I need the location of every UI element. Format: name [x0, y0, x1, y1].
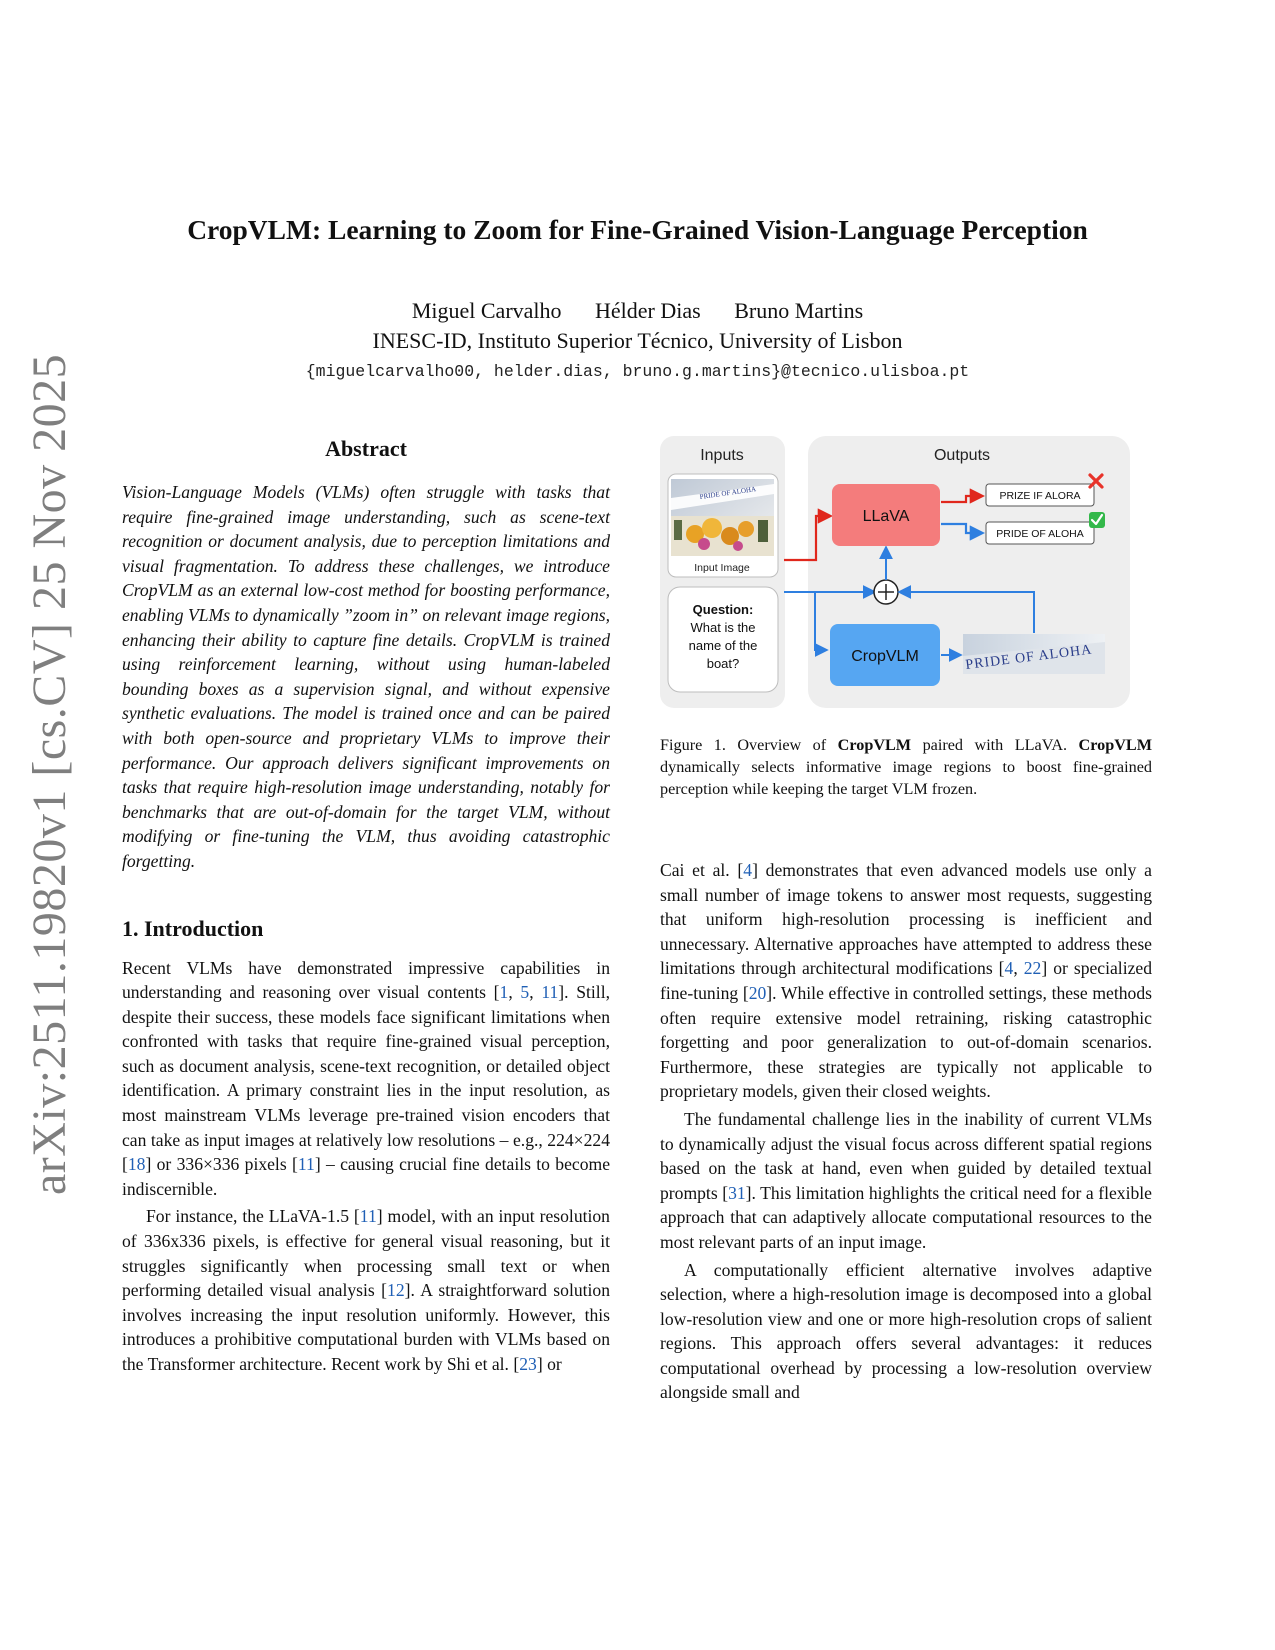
abstract-text: Vision-Language Models (VLMs) often struggle with tasks that require fine-grained image understanding, such as scene-text recognition or document analysis, due to perception limitations and visual fragmentation. To address these challenges, we introduce CropVLM as an external low-cost method for boosting performance, enabling VLMs to dynamically ”zoom in” on relevant image regions, enhancing their ability to capture fine details. CropVLM is trained using reinforcement learning, without using human-labeled bounding boxes as a supervision signal, and without expensive synthetic evaluations. The model is trained once and can be paired with both open-source and proprietary VLMs to improve their performance. Our approach delivers significant improvements on tasks that require high-resolution image understanding, notably for benchmarks that are out-of-domain for the target VLM, without modifying or fine-tuning the VLM, thus avoiding catastrophic forgetting.	[122, 482, 610, 871]
citation-link[interactable]: 11	[359, 1206, 377, 1227]
citation-link[interactable]: 20	[748, 982, 767, 1003]
citation-link[interactable]: 11	[541, 982, 559, 1003]
question-line-3: boat?	[706, 656, 740, 671]
right-answer-text: PRIDE OF ALOHA	[996, 528, 1084, 540]
intro-paragraph-1: Recent VLMs have demonstrated impressive capabilities in understanding and reasoning over visual contents [1, 5, 11]. Still, despite their success, these models face significant limitations when confronted with tasks that require fine-grained visual perception, such as document analysis, scene-text recognition, or detailed object identification. A primary constraint lies in the input resolution, as most mainstream VLMs leverage pre-trained vision encoders that can take as input images at relatively low resolutions – e.g., 224×224 [18] or 336×336 pixels [11] – causing crucial fine details to become indiscernible.	[122, 957, 611, 1199]
check-icon	[1089, 512, 1105, 528]
question-line-2: name of the	[688, 638, 758, 653]
figure-1	[660, 436, 1152, 726]
question-heading: Question:	[692, 602, 754, 617]
left-column	[122, 436, 610, 1377]
abstract-heading: Abstract	[325, 436, 407, 461]
author-list	[0, 298, 1275, 324]
input-image-label: Input Image	[694, 562, 750, 574]
intro-paragraph-2: For instance, the LLaVA-1.5 [11] model, with an input resolution of 336x336 pixels, is effective for general visual reasoning, but it struggles significantly when processing small text or when performing detailed visual analysis [12]. A straightforward solution involves increasing the input resolution uniformly. However, this introduces a prohibitive computational burden with VLMs based on the Transformer architecture. Recent work by Shi et al. [23] or	[122, 1206, 610, 1374]
citation-link[interactable]: 11	[297, 1154, 315, 1175]
author-name: Miguel Carvalho	[411, 298, 562, 323]
question-line-1: What is the	[690, 620, 756, 635]
figure-1-caption: Figure 1. Overview of CropVLM paired with LLaVA. CropVLM dynamically selects informative image regions to boost fine-grained perception while keeping the target VLM frozen.	[660, 736, 1152, 798]
right-paragraph-1: Cai et al. [4] demonstrates that even advanced models use only a small number of image tokens to answer most requests, suggesting that uniform high-resolution processing is inefficient and unnecessary. Alternative approaches have attempted to address these limitations through architectural modifications [4, 22] or specialized fine-tuning [20]. While effective in controlled settings, these methods often require extensive model retraining, risking catastrophic forgetting and poor generalization to out-of-domain scenarios. Furthermore, these strategies are typically not applicable to proprietary models, given their closed weights.	[660, 860, 1152, 1102]
author-name: Bruno Martins	[734, 298, 864, 323]
citation-link[interactable]: 4	[1004, 958, 1014, 979]
author-emails: {miguelcarvalho00, helder.dias, bruno.g.martins}@tecnico.ulisboa.pt	[305, 362, 970, 381]
citation-link[interactable]: 18	[127, 1154, 146, 1175]
section-heading-introduction: 1. Introduction	[122, 915, 264, 941]
input-image-thumbnail	[671, 479, 774, 556]
inputs-label: Inputs	[700, 447, 744, 464]
cropvlm-label: CropVLM	[851, 648, 919, 665]
outputs-label: Outputs	[933, 447, 991, 464]
citation-link[interactable]: 23	[519, 1354, 537, 1374]
citation-link[interactable]: 22	[1023, 958, 1042, 979]
wrong-answer-text: PRIZE IF ALORA	[999, 490, 1081, 502]
crop-text: PRIDE OF ALOHA	[964, 642, 1094, 673]
right-paragraph-3: A computationally efficient alternative involves adaptive selection, where a high-resolution image is decomposed into a global low-resolution view and one or more high-resolution crops of salient regions. This approach offers several advantages: it reduces computational overhead by processing a low-resolution overview alongside small and	[660, 1259, 1152, 1403]
citation-link[interactable]: 5	[520, 982, 530, 1003]
right-body-text	[660, 858, 1152, 1405]
cropped-region-image	[963, 634, 1105, 674]
paper-title: CropVLM: Learning to Zoom for Fine-Grained Vision-Language Perception	[187, 214, 1088, 245]
citation-link[interactable]: 1	[499, 982, 509, 1003]
right-column	[660, 436, 1152, 1405]
citation-link[interactable]: 31	[728, 1182, 746, 1203]
overview-diagram	[660, 436, 1152, 726]
arxiv-identifier: arXiv:2511.19820v1 [cs.CV] 25 Nov 2025	[23, 353, 76, 1195]
citation-link[interactable]: 12	[387, 1280, 405, 1301]
author-name: Hélder Dias	[595, 298, 701, 323]
affiliation: INESC-ID, Instituto Superior Técnico, University of Lisbon	[372, 328, 903, 353]
thumbnail-text: PRIDE OF ALOHA	[699, 485, 757, 501]
llava-label: LLaVA	[862, 508, 910, 525]
right-paragraph-2: The fundamental challenge lies in the inability of current VLMs to dynamically adjust the visual focus across different spatial regions based on the task at hand, even when guided by detailed textual prompts [31]. This limitation highlights the critical need for a flexible approach that can adaptively allocate computational resources to the most relevant parts of an input image.	[660, 1108, 1152, 1252]
citation-link[interactable]: 4	[743, 860, 753, 880]
